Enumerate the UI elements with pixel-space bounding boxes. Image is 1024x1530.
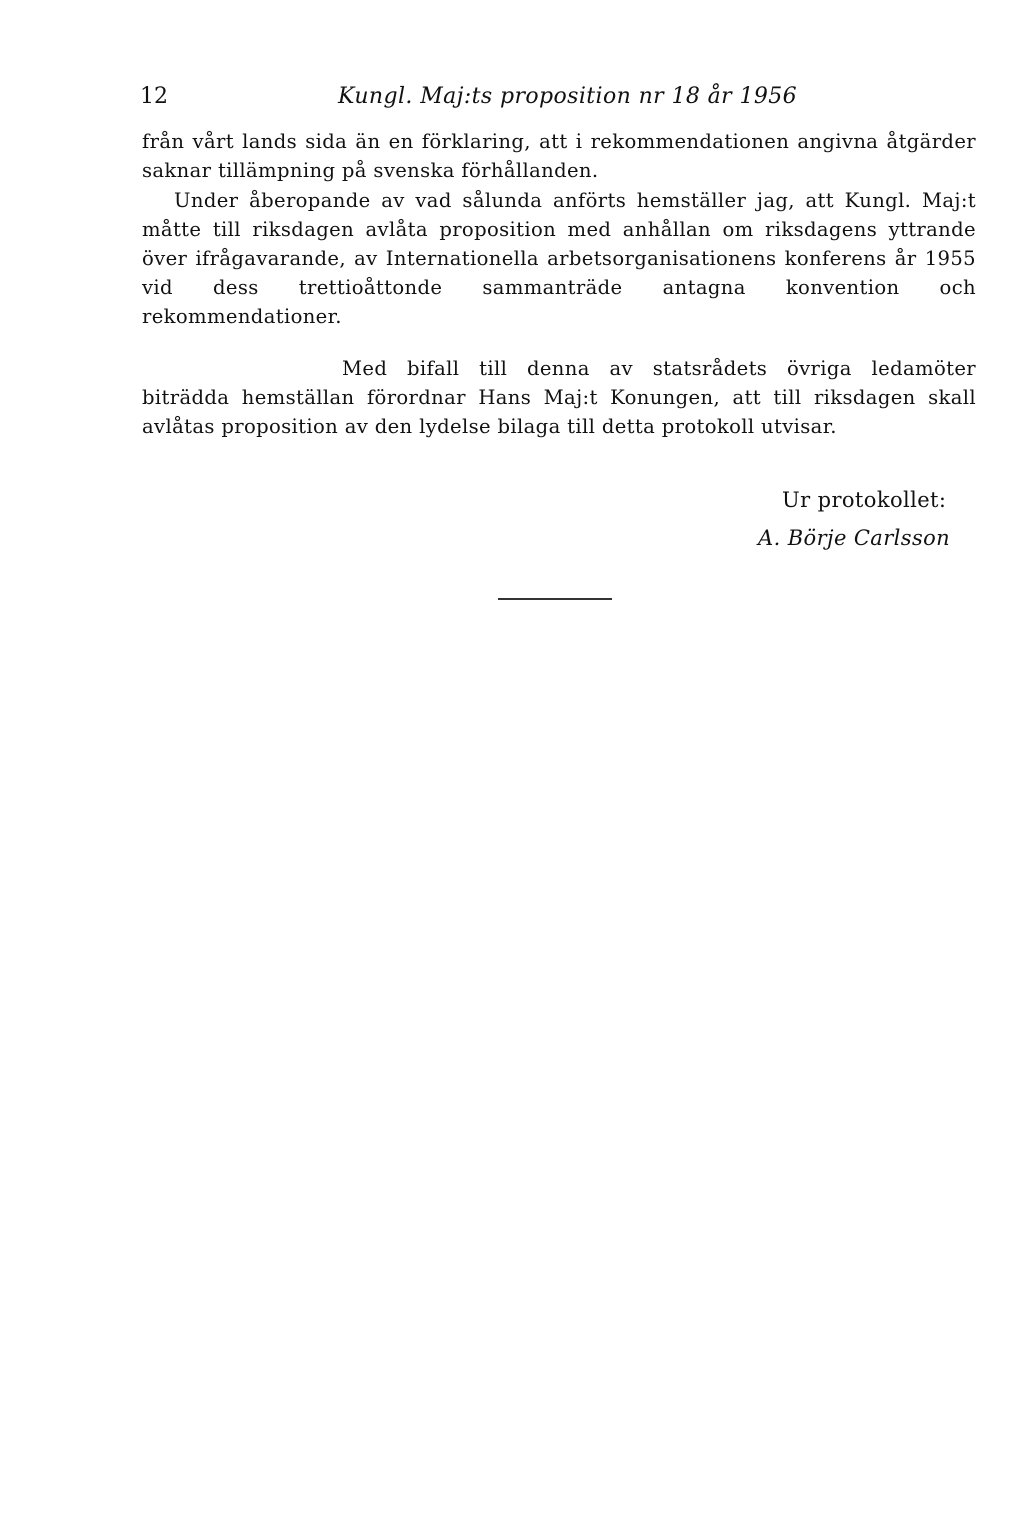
running-title: Kungl. Maj:ts proposition nr 18 år 1956 [338,84,798,109]
signature-name: A. Börje Carlsson [758,526,951,550]
signature-label: Ur protokollet: [782,488,947,512]
paragraph-continuation [142,127,976,185]
page-header [0,80,1024,114]
paragraph-text: Med bifall till denna av statsrådets övriga ledamöter biträdda hemställan förordnar Hans Maj:t Konungen, att till riksdagen skall avlåtas proposition av den lydelse bilaga till detta protokoll utvisar. [142,357,976,438]
paragraph-text: Under åberopande av vad sålunda anförts hemställer jag, att Kungl. Maj:t måtte till riksdagen avlåta proposition med anhållan om riksdagens yttrande över ifrågavarande, av Internationella arbetsorganisationens konferens år 1955 vid dess trettioåttonde sammanträde antagna konvention och rekommendationer. [142,189,976,328]
page-number: 12 [140,84,168,109]
paragraph-text: från vårt lands sida än en förklaring, att i rekommendationen angivna åtgärder saknar tillämpning på svenska förhållanden. [142,130,976,182]
paragraph-request [142,186,976,331]
paragraph-decision [142,354,976,441]
end-divider [498,598,612,600]
